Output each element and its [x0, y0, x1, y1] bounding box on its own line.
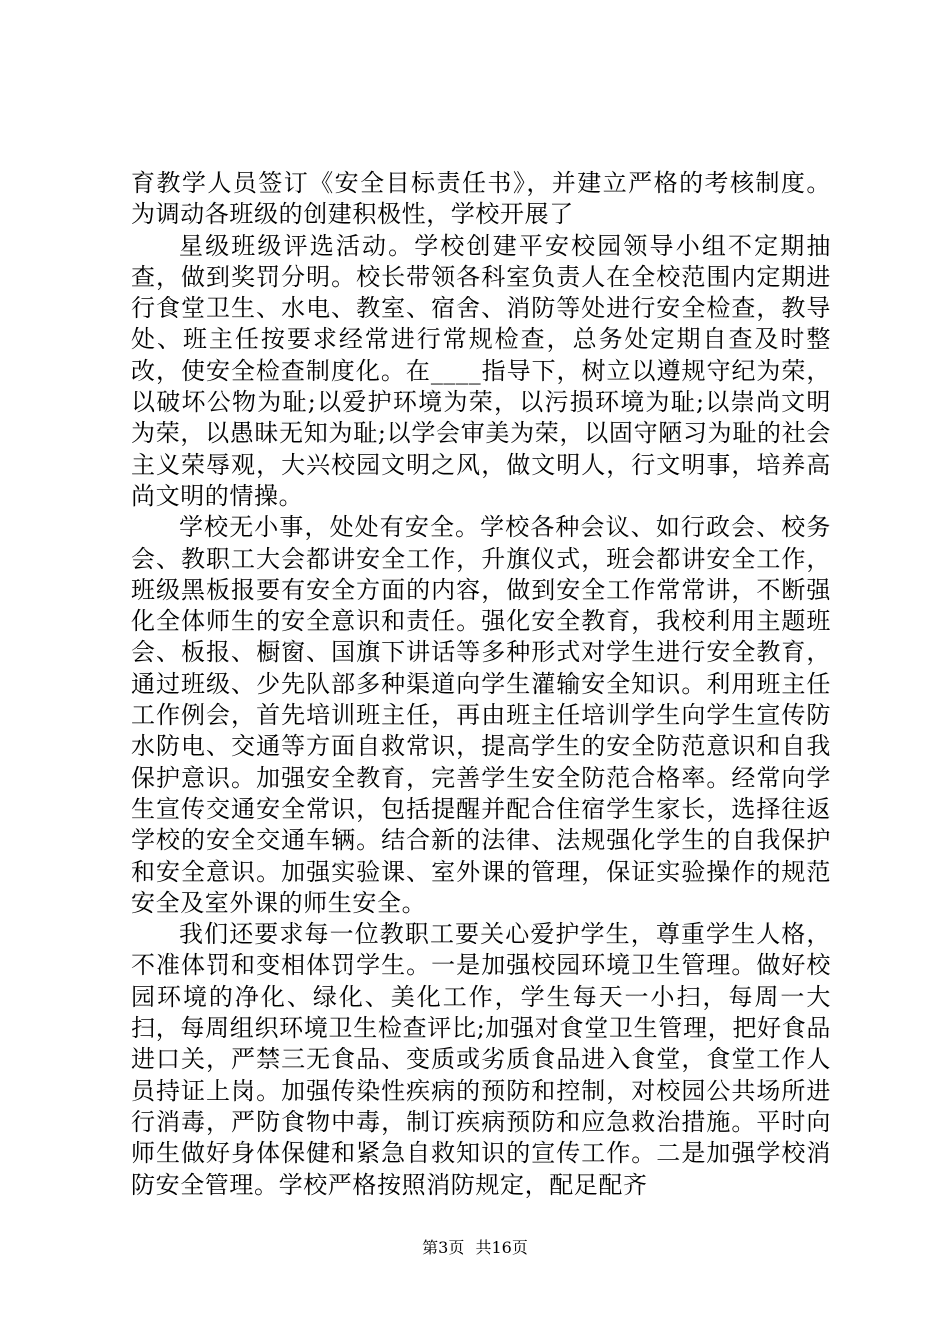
- paragraph-3: 学校无小事，处处有安全。学校各种会议、如行政会、校务会、教职工大会都讲安全工作，升旗仪式，班会都讲安全工作，班级黑板报要有安全方面的内容，做到安全工作常常讲，不断强化全体师生的安全意识和责任。强化安全教育，我校利用主题班会、板报、橱窗、国旗下讲话等多种形式对学生进行安全教育，通过班级、少先队部多种渠道向学生灌输安全知识。利用班主任工作例会，首先培训班主任，再由班主任培训学生向学生宣传防水防电、交通等方面自救常识，提高学生的安全防范意识和自我保护意识。加强安全教育，完善学生安全防范合格率。经常向学生宣传交通安全常识，包括提醒并配合住宿学生家长，选择往返学校的安全交通车辆。结合新的法律、法规强化学生的自我保护和安全意识。加强实验课、室外课的管理，保证实验操作的规范安全及室外课的师生安全。: [131, 513, 831, 917]
- body-text: [131, 168, 831, 1201]
- paragraph-4: 我们还要求每一位教职工要关心爱护学生，尊重学生人格，不准体罚和变相体罚学生。一是加强校园环境卫生管理。做好校园环境的净化、绿化、美化工作，学生每天一小扫，每周一大扫，每周组织环境卫生检查评比;加强对食堂卫生管理，把好食品进口关，严禁三无食品、变质或劣质食品进入食堂，食堂工作人员持证上岗。加强传染性疾病的预防和控制，对校园公共场所进行消毒，严防食物中毒，制订疾病预防和应急救治措施。平时向师生做好身体保健和紧急自救知识的宣传工作。二是加强学校消防安全管理。学校严格按照消防规定，配足配齐: [131, 920, 831, 1199]
- page-footer: [0, 1238, 950, 1258]
- page-number: 第3页: [422, 1238, 465, 1257]
- page-total: 共16页: [475, 1238, 528, 1257]
- paragraph-2: 星级班级评选活动。学校创建平安校园领导小组不定期抽查，做到奖罚分明。校长带领各科室负责人在全校范围内定期进行食堂卫生、水电、教室、宿舍、消防等处进行安全检查，教导处、班主任按要求经常进行常规检查，总务处定期自查及时整改，使安全检查制度化。在____指导下，树立以遵规守纪为荣，以破坏公物为耻;以爱护环境为荣，以污损环境为耻;以崇尚文明为荣，以愚昧无知为耻;以学会审美为荣，以固守陋习为耻的社会主义荣辱观，大兴校园文明之风，做文明人，行文明事，培养高尚文明的情操。: [131, 231, 831, 510]
- paragraph-1: 育教学人员签订《安全目标责任书》，并建立严格的考核制度。为调动各班级的创建积极性，学校开展了: [131, 169, 831, 229]
